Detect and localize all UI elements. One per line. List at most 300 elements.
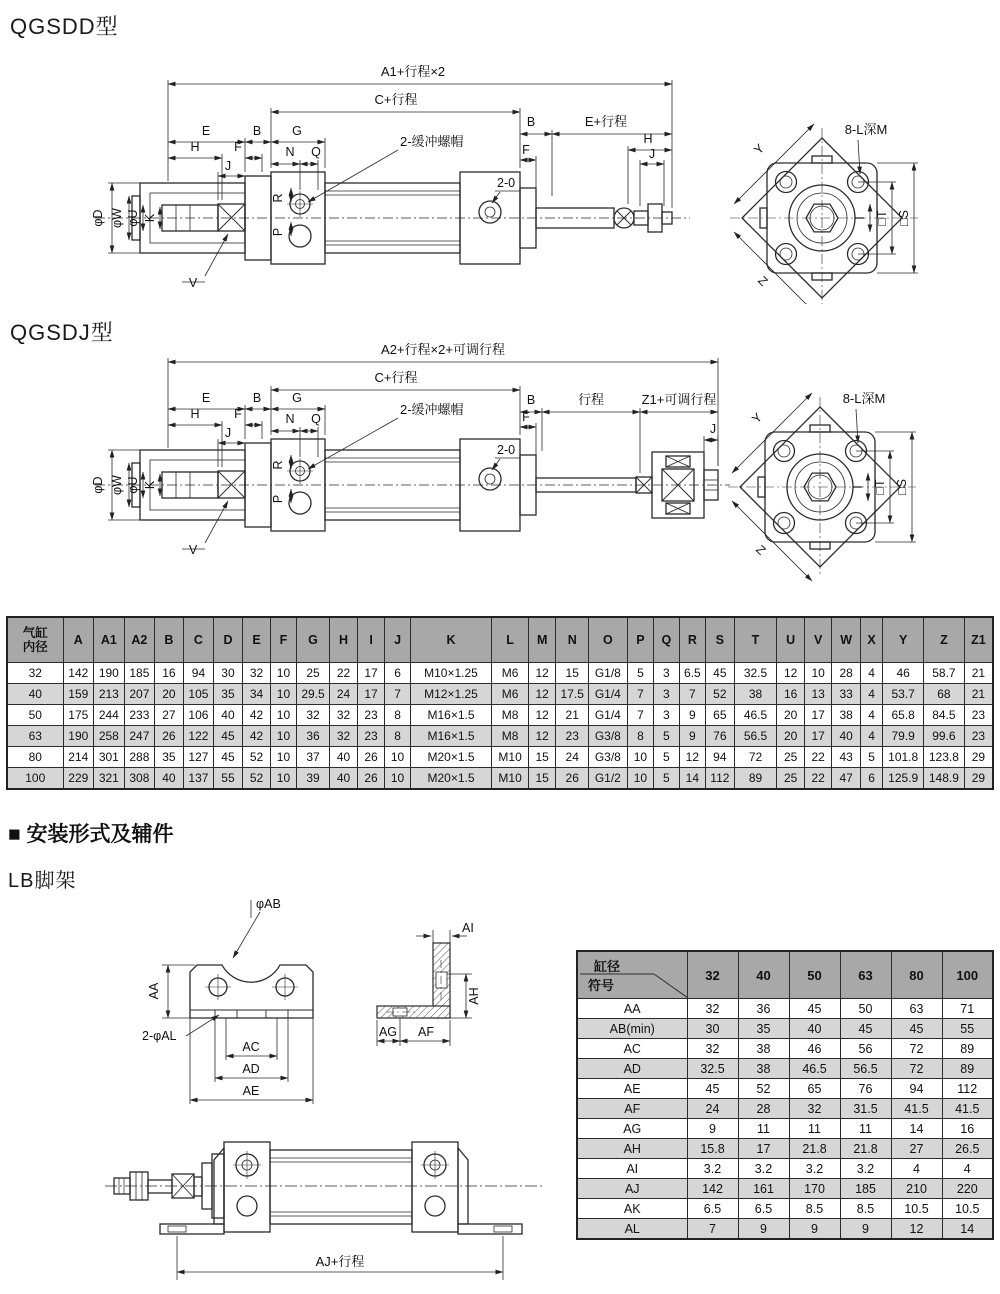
table-cell: 5: [654, 747, 679, 768]
table-cell: 28: [738, 1099, 789, 1119]
table-cell: 105: [183, 684, 214, 705]
lb-corner-header: [577, 951, 687, 999]
table-cell: 214: [63, 747, 94, 768]
table-cell: 123.8: [924, 747, 965, 768]
row-header-cell: AH: [577, 1139, 687, 1159]
table-cell: 122: [183, 726, 214, 747]
table-cell: 22: [804, 747, 832, 768]
table-cell: 229: [63, 768, 94, 790]
cushion-nut-note: 2-缓冲螺帽: [400, 402, 464, 417]
dim-label: φU: [126, 209, 140, 227]
table-cell: 185: [840, 1179, 891, 1199]
table-cell: 35: [155, 747, 184, 768]
table-cell: 21: [556, 705, 589, 726]
bolt-depth-note: 8-L深M: [844, 122, 888, 137]
dim-label: I: [853, 216, 867, 220]
cushion-nut-note: 2-缓冲螺帽: [400, 134, 464, 149]
lb-corner-bottom-label: 符号: [588, 978, 615, 993]
table-cell: 21.8: [840, 1139, 891, 1159]
table-cell: 220: [942, 1179, 993, 1199]
table-cell: 12: [528, 705, 556, 726]
table-cell: 10: [271, 768, 296, 790]
table-cell: 20: [777, 705, 805, 726]
table-cell: 16: [155, 663, 184, 684]
dim-label: N: [285, 145, 295, 159]
table-cell: 50: [840, 999, 891, 1019]
table-row: [577, 1179, 993, 1199]
column-header: T: [734, 617, 777, 663]
table-cell: 247: [124, 726, 155, 747]
dim-label: A1+行程×2: [380, 64, 446, 79]
column-header: E: [242, 617, 271, 663]
table-cell: 8.5: [840, 1199, 891, 1219]
table-cell: 8: [385, 726, 410, 747]
table-cell: 7: [679, 684, 705, 705]
table-cell: M10: [492, 768, 529, 790]
table-cell: 25: [777, 747, 805, 768]
qgsdd-technical-drawing: [0, 46, 1000, 304]
table-cell: 89: [734, 768, 777, 790]
dim-label: V: [188, 543, 198, 557]
table-cell: 40: [155, 768, 184, 790]
table-cell: 14: [942, 1219, 993, 1240]
table-cell: 58.7: [924, 663, 965, 684]
qgsdd-dimension-labels: [91, 64, 655, 290]
table-cell: 76: [840, 1079, 891, 1099]
table-cell: 106: [183, 705, 214, 726]
dim-label: K: [143, 480, 157, 490]
table-cell: 43: [832, 747, 861, 768]
dim-label: B: [252, 124, 262, 138]
table-cell: 4: [860, 684, 882, 705]
dim-label: V: [188, 276, 198, 290]
dim-label: P: [271, 494, 285, 504]
dim-label: G: [292, 391, 302, 405]
table-cell: G1/8: [589, 663, 628, 684]
table-cell: 26: [556, 768, 589, 790]
dim-label: B: [526, 115, 536, 129]
row-header-cell: AJ: [577, 1179, 687, 1199]
table-cell: 6: [385, 663, 410, 684]
table-cell: 112: [706, 768, 735, 790]
dim-label: □S: [897, 210, 911, 226]
column-header: O: [589, 617, 628, 663]
table-cell: 10.5: [942, 1199, 993, 1219]
dim-label: E+行程: [584, 114, 628, 129]
dim-label: Z: [755, 273, 771, 289]
table-cell: 17: [804, 705, 832, 726]
table-cell: 40: [330, 768, 358, 790]
table-cell: 15: [528, 768, 556, 790]
column-header: Z1: [964, 617, 993, 663]
table-cell: 38: [738, 1059, 789, 1079]
table-cell: 26: [357, 747, 385, 768]
table-cell: M8: [492, 726, 529, 747]
table-cell: 12: [528, 684, 556, 705]
dim-label: □T: [875, 210, 889, 226]
qgsdd-title: QGSDD型: [10, 14, 119, 39]
table-cell: 9: [679, 726, 705, 747]
slot-dia-label: 2-φAL: [142, 1029, 177, 1043]
row-header-cell: AA: [577, 999, 687, 1019]
dim-label: Q: [311, 145, 321, 159]
table-cell: 32.5: [734, 663, 777, 684]
dim-label: F: [522, 143, 530, 157]
table-cell: 30: [687, 1019, 738, 1039]
dim-label: R: [271, 193, 285, 203]
dim-label: AF: [418, 1025, 434, 1039]
table-cell: 35: [738, 1019, 789, 1039]
dim-label: AI: [462, 921, 474, 935]
row-header-cell: 80: [7, 747, 63, 768]
table-cell: 17: [804, 726, 832, 747]
table-cell: 6: [860, 768, 882, 790]
main-table-header-row: [7, 617, 993, 663]
hole-dia-label: φAB: [256, 897, 281, 911]
table-cell: M16×1.5: [410, 705, 491, 726]
table-cell: 5: [654, 768, 679, 790]
column-header: N: [556, 617, 589, 663]
table-cell: 27: [891, 1139, 942, 1159]
table-cell: 94: [891, 1079, 942, 1099]
table-cell: 175: [63, 705, 94, 726]
table-cell: 45: [789, 999, 840, 1019]
dim-label: B: [526, 393, 536, 407]
table-cell: 31.5: [840, 1099, 891, 1119]
table-cell: G3/8: [589, 726, 628, 747]
table-cell: 20: [155, 684, 184, 705]
table-cell: 37: [296, 747, 330, 768]
dim-label: □T: [873, 479, 887, 495]
table-cell: 26: [357, 768, 385, 790]
column-header: K: [410, 617, 491, 663]
table-cell: 23: [357, 726, 385, 747]
dim-label: Y: [749, 410, 766, 427]
lb-table-header-row: [577, 951, 993, 999]
column-header: M: [528, 617, 556, 663]
main-table-body: [7, 663, 993, 790]
row-header-cell: AL: [577, 1219, 687, 1240]
table-cell: G1/2: [589, 768, 628, 790]
table-cell: 25: [777, 768, 805, 790]
table-cell: 12: [528, 726, 556, 747]
table-cell: 72: [891, 1059, 942, 1079]
table-cell: 161: [738, 1179, 789, 1199]
table-cell: 10: [271, 747, 296, 768]
table-cell: 99.6: [924, 726, 965, 747]
column-header: B: [155, 617, 184, 663]
table-cell: 321: [94, 768, 125, 790]
table-cell: M20×1.5: [410, 747, 491, 768]
column-header: A: [63, 617, 94, 663]
column-header: F: [271, 617, 296, 663]
table-cell: 8: [385, 705, 410, 726]
table-cell: 190: [94, 663, 125, 684]
table-cell: 5: [654, 726, 679, 747]
qgsdd-side-view: [95, 172, 690, 264]
table-cell: 46: [789, 1039, 840, 1059]
table-cell: 3: [654, 663, 679, 684]
table-cell: 23: [964, 705, 993, 726]
table-cell: 7: [627, 684, 653, 705]
table-row: [577, 1139, 993, 1159]
table-cell: 17: [738, 1139, 789, 1159]
table-cell: 40: [330, 747, 358, 768]
table-cell: 26.5: [942, 1139, 993, 1159]
table-cell: 40: [214, 705, 243, 726]
dim-label: AD: [242, 1062, 260, 1076]
table-cell: 23: [556, 726, 589, 747]
table-cell: 46.5: [789, 1059, 840, 1079]
table-cell: 56.5: [840, 1059, 891, 1079]
dim-label: R: [271, 460, 285, 470]
table-cell: 10: [627, 768, 653, 790]
table-cell: 32: [789, 1099, 840, 1119]
column-header: G: [296, 617, 330, 663]
table-cell: 12: [777, 663, 805, 684]
column-header: 80: [891, 951, 942, 999]
table-cell: 127: [183, 747, 214, 768]
bore-header-line2: 内径: [22, 640, 48, 654]
table-cell: 3.2: [840, 1159, 891, 1179]
table-cell: 22: [330, 663, 358, 684]
dim-label: Z1+可调行程: [641, 392, 717, 407]
column-header: J: [385, 617, 410, 663]
table-cell: 11: [738, 1119, 789, 1139]
column-header: H: [330, 617, 358, 663]
table-cell: 3: [654, 705, 679, 726]
table-cell: 11: [789, 1119, 840, 1139]
table-cell: 38: [832, 705, 861, 726]
row-header-cell: AG: [577, 1119, 687, 1139]
table-cell: 89: [942, 1039, 993, 1059]
table-cell: 45: [840, 1019, 891, 1039]
column-header: V: [804, 617, 832, 663]
table-cell: 4: [891, 1159, 942, 1179]
dim-label: I: [851, 485, 865, 489]
qgsdj-side-view: [95, 439, 730, 531]
table-cell: 9: [840, 1219, 891, 1240]
table-cell: 11: [840, 1119, 891, 1139]
table-cell: 40: [832, 726, 861, 747]
table-cell: 45: [706, 663, 735, 684]
dim-label: AE: [242, 1084, 260, 1098]
table-cell: 9: [679, 705, 705, 726]
lb-bracket-drawing: [100, 888, 560, 1294]
dim-label: E: [201, 124, 211, 138]
dim-label: C+行程: [374, 92, 418, 107]
table-cell: 185: [124, 663, 155, 684]
table-cell: 159: [63, 684, 94, 705]
table-cell: 45: [891, 1019, 942, 1039]
dim-label: AH: [467, 987, 481, 1005]
table-cell: 84.5: [924, 705, 965, 726]
table-cell: G1/4: [589, 705, 628, 726]
table-cell: 101.8: [883, 747, 924, 768]
dim-label: Y: [751, 141, 768, 158]
table-cell: 15: [528, 747, 556, 768]
qgsdd-dimension-lines: [108, 80, 672, 282]
table-cell: M8: [492, 705, 529, 726]
table-row: [577, 1119, 993, 1139]
table-cell: 25: [296, 663, 330, 684]
lb-mounted-cylinder-view: [105, 1142, 545, 1234]
table-cell: M6: [492, 663, 529, 684]
column-header: 32: [687, 951, 738, 999]
dim-label: H: [190, 140, 200, 154]
table-cell: 30: [214, 663, 243, 684]
table-cell: 35: [214, 684, 243, 705]
table-row: [7, 747, 993, 768]
column-header: X: [860, 617, 882, 663]
table-cell: 39: [296, 768, 330, 790]
table-cell: 26: [155, 726, 184, 747]
dim-label: P: [271, 227, 285, 237]
column-header: A1: [94, 617, 125, 663]
table-cell: 14: [679, 768, 705, 790]
table-cell: 10: [385, 768, 410, 790]
bore-header-line1: 气缸: [22, 625, 48, 640]
table-cell: 52: [738, 1079, 789, 1099]
dim-label: B: [252, 391, 262, 405]
table-cell: 45: [214, 747, 243, 768]
row-header-cell: AI: [577, 1159, 687, 1179]
table-cell: 28: [832, 663, 861, 684]
table-cell: 42: [242, 726, 271, 747]
table-cell: 29: [964, 768, 993, 790]
table-cell: G3/8: [589, 747, 628, 768]
port-note: 2-0: [497, 176, 516, 190]
dim-label: φD: [91, 209, 105, 227]
table-row: [577, 999, 993, 1019]
column-header: P: [627, 617, 653, 663]
table-cell: 63: [891, 999, 942, 1019]
lb-table-body: [577, 999, 993, 1240]
row-header-cell: 50: [7, 705, 63, 726]
dim-label: K: [143, 213, 157, 223]
table-cell: 23: [357, 705, 385, 726]
table-cell: 36: [296, 726, 330, 747]
table-row: [7, 684, 993, 705]
table-cell: 288: [124, 747, 155, 768]
table-cell: 32: [687, 999, 738, 1019]
table-cell: 10: [271, 726, 296, 747]
table-cell: 36: [738, 999, 789, 1019]
dim-label: Z: [753, 542, 769, 558]
column-header: Y: [883, 617, 924, 663]
table-cell: 148.9: [924, 768, 965, 790]
column-header: 50: [789, 951, 840, 999]
dim-label: □S: [895, 479, 909, 495]
table-cell: 244: [94, 705, 125, 726]
table-cell: 65.8: [883, 705, 924, 726]
table-cell: 45: [687, 1079, 738, 1099]
table-cell: 32: [242, 663, 271, 684]
dim-label: C+行程: [374, 370, 418, 385]
dim-label: J: [709, 422, 717, 436]
table-cell: 47: [832, 768, 861, 790]
table-cell: 94: [183, 663, 214, 684]
row-header-cell: AF: [577, 1099, 687, 1119]
table-cell: 12: [679, 747, 705, 768]
dim-label: 行程: [577, 392, 605, 407]
table-cell: 29.5: [296, 684, 330, 705]
table-cell: M20×1.5: [410, 768, 491, 790]
table-cell: 15: [556, 663, 589, 684]
table-row: [577, 1059, 993, 1079]
table-cell: 72: [891, 1039, 942, 1059]
table-cell: 29: [964, 747, 993, 768]
column-header: I: [357, 617, 385, 663]
table-cell: 17: [357, 663, 385, 684]
dim-label: J: [224, 159, 232, 173]
table-cell: 14: [891, 1119, 942, 1139]
table-cell: 65: [789, 1079, 840, 1099]
table-cell: 38: [734, 684, 777, 705]
table-cell: 3: [654, 684, 679, 705]
table-cell: 46.5: [734, 705, 777, 726]
table-cell: 16: [777, 684, 805, 705]
dim-label: Q: [311, 412, 321, 426]
table-cell: 190: [63, 726, 94, 747]
table-cell: 33: [832, 684, 861, 705]
lb-profile-view: [377, 943, 450, 1018]
table-cell: 233: [124, 705, 155, 726]
table-cell: 10: [804, 663, 832, 684]
dim-label: φW: [110, 475, 124, 495]
table-cell: 23: [964, 726, 993, 747]
table-cell: 112: [942, 1079, 993, 1099]
table-cell: 6.5: [687, 1199, 738, 1219]
column-header: 63: [840, 951, 891, 999]
table-cell: 41.5: [891, 1099, 942, 1119]
column-header: A2: [124, 617, 155, 663]
column-header: 40: [738, 951, 789, 999]
lb-corner-top-label: 缸径: [594, 959, 621, 974]
column-header: 100: [942, 951, 993, 999]
row-header-cell: AD: [577, 1059, 687, 1079]
table-cell: 65: [706, 705, 735, 726]
table-cell: 6.5: [738, 1199, 789, 1219]
table-cell: 6.5: [679, 663, 705, 684]
qgsdj-technical-drawing: [0, 330, 1000, 598]
table-cell: 7: [687, 1219, 738, 1240]
table-cell: 32: [330, 705, 358, 726]
table-cell: 3.2: [789, 1159, 840, 1179]
table-cell: 10: [271, 684, 296, 705]
table-cell: 32: [330, 726, 358, 747]
table-cell: 7: [385, 684, 410, 705]
table-cell: 89: [942, 1059, 993, 1079]
table-row: [577, 1199, 993, 1219]
table-cell: 34: [242, 684, 271, 705]
table-cell: 10: [627, 747, 653, 768]
bolt-depth-note: 8-L深M: [842, 391, 886, 406]
row-header-cell: 100: [7, 768, 63, 790]
table-cell: 9: [789, 1219, 840, 1240]
table-cell: 12: [891, 1219, 942, 1240]
table-cell: 56: [840, 1039, 891, 1059]
table-cell: 38: [738, 1039, 789, 1059]
table-cell: 20: [777, 726, 805, 747]
dim-label: H: [643, 132, 653, 146]
table-cell: 55: [942, 1019, 993, 1039]
table-cell: 32: [296, 705, 330, 726]
table-row: [7, 768, 993, 790]
table-cell: 308: [124, 768, 155, 790]
table-cell: 94: [706, 747, 735, 768]
table-cell: 24: [330, 684, 358, 705]
